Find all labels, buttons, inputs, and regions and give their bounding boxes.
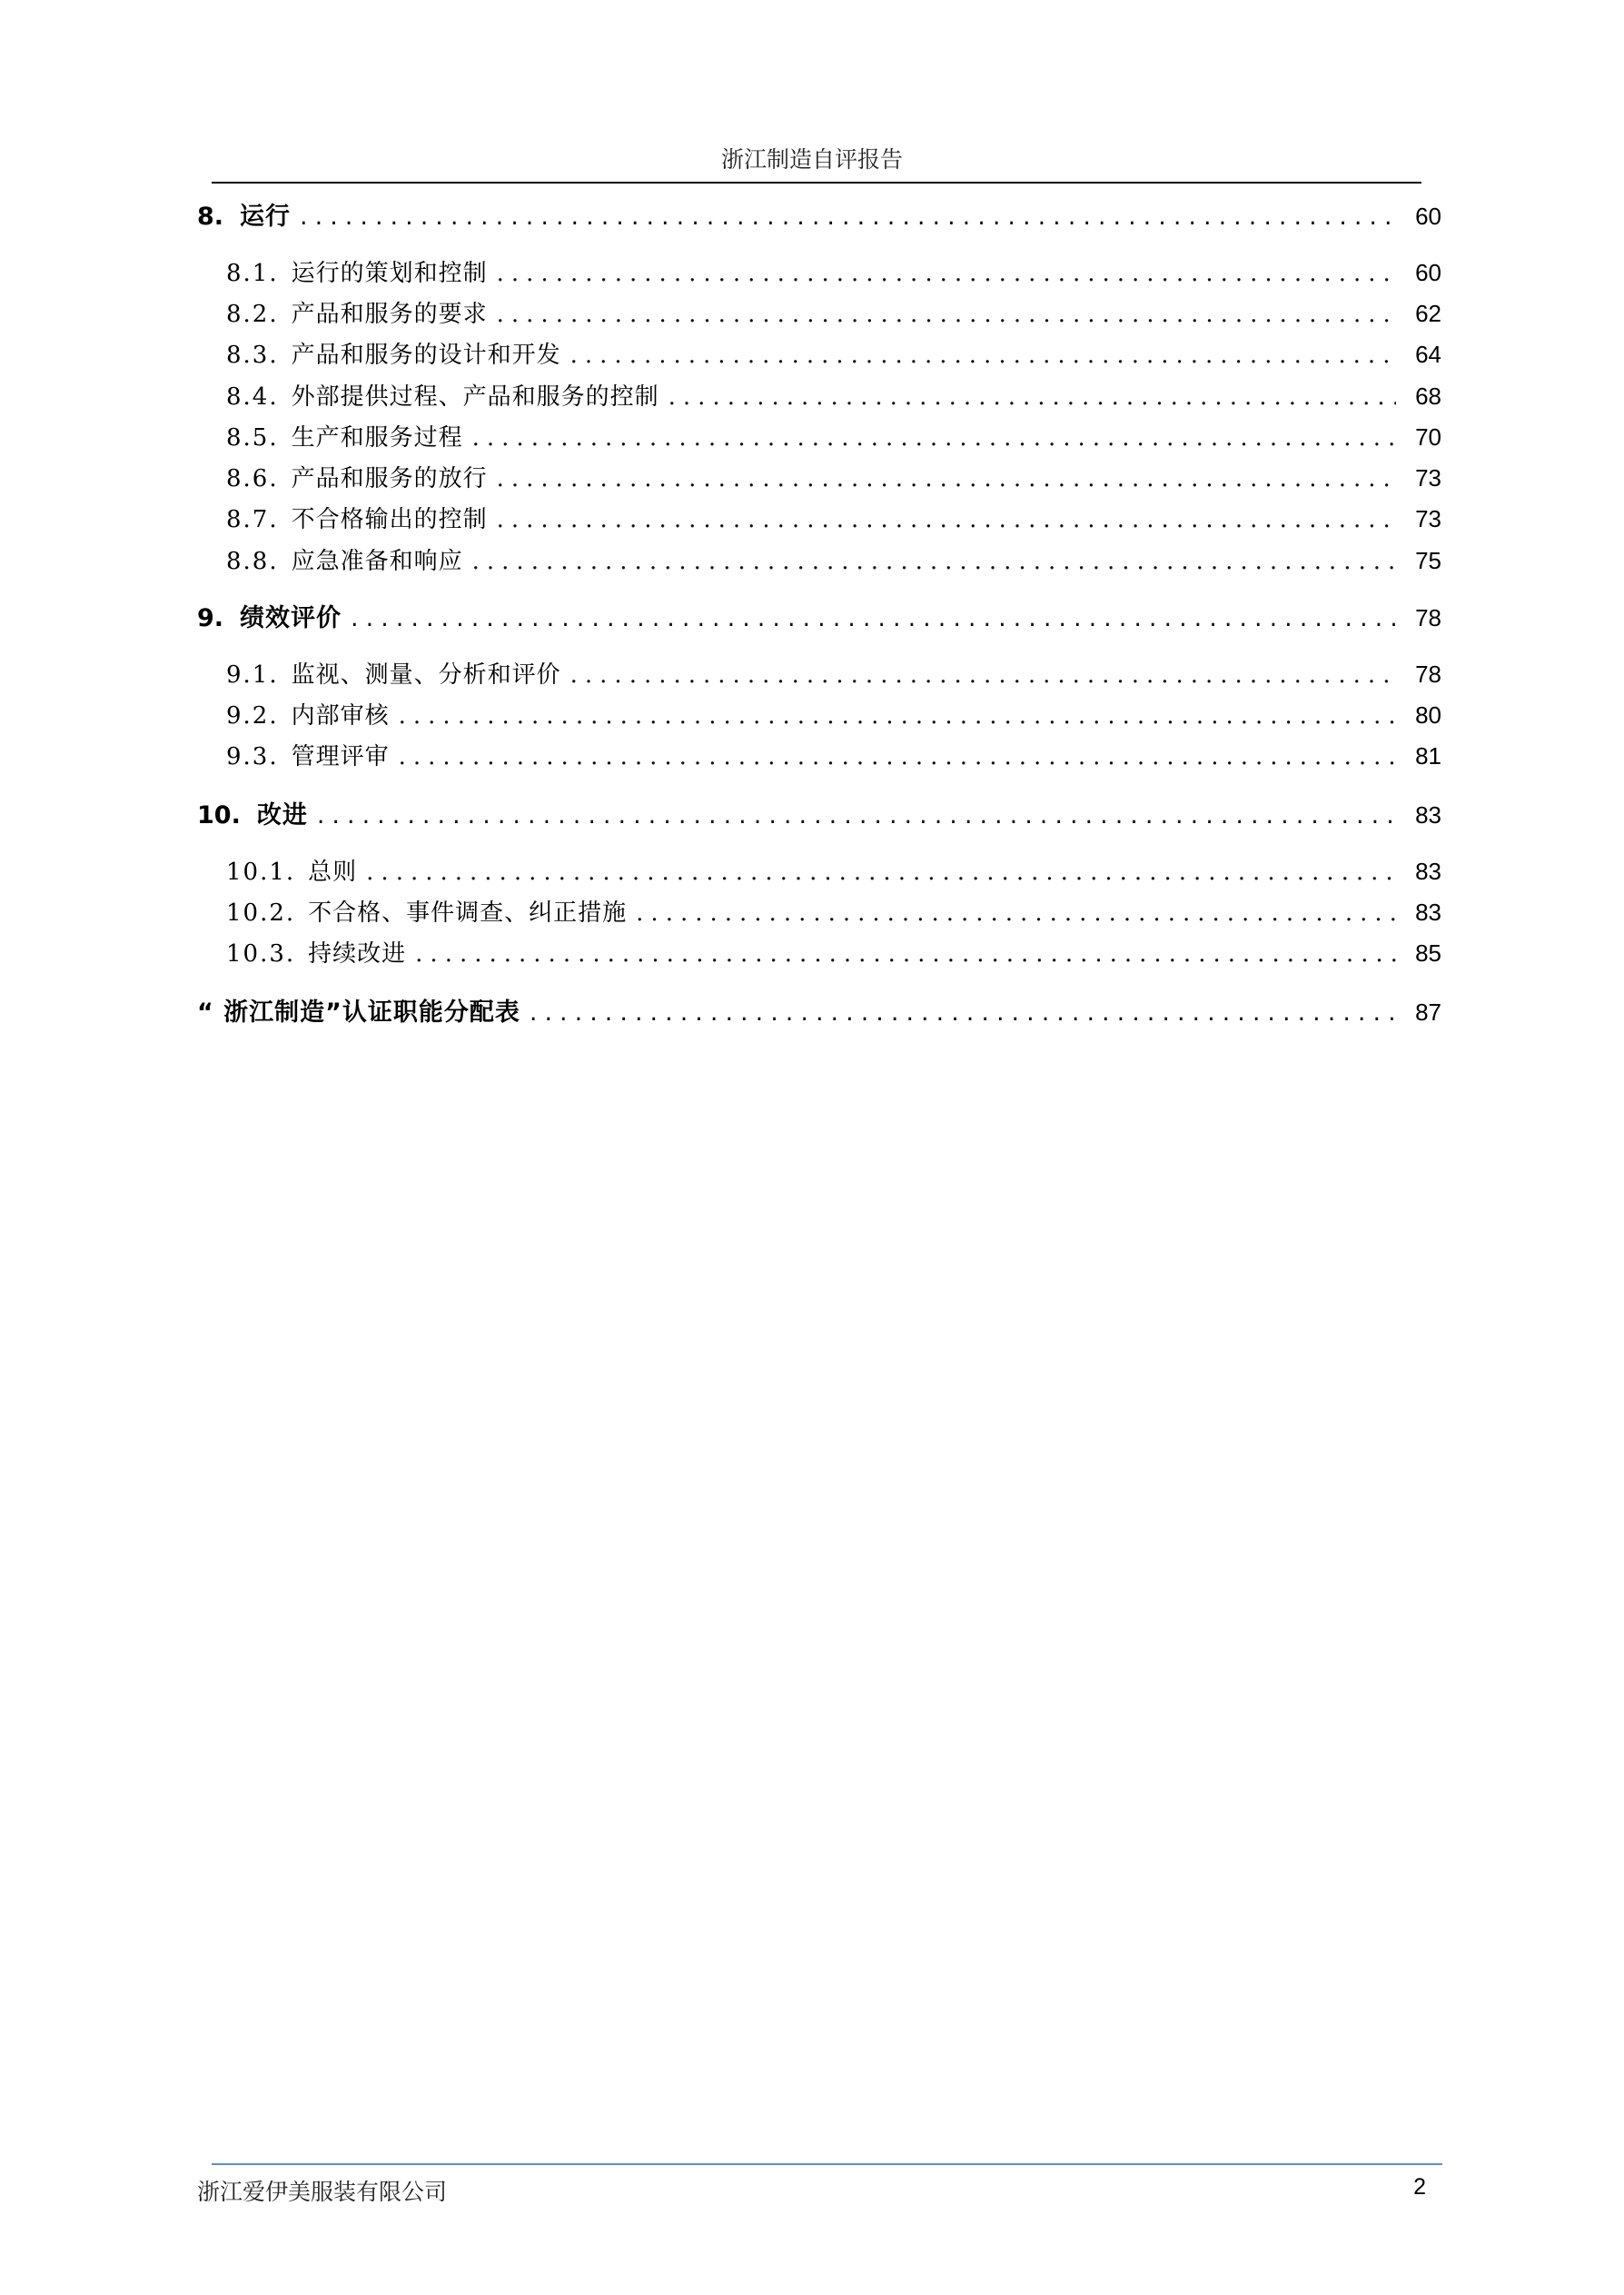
toc-dot-leader <box>497 301 1396 328</box>
toc-dot-leader <box>366 859 1396 886</box>
toc-entry-page: 68 <box>1415 382 1441 410</box>
footer-company-name: 浙江爱伊美服装有限公司 <box>197 2179 448 2205</box>
toc-entry-number: 8. <box>197 203 224 231</box>
header-divider <box>212 182 1421 184</box>
toc-entry[interactable] <box>226 254 1441 288</box>
toc-entry-number: 8.8. <box>226 548 279 575</box>
toc-entry-page: 78 <box>1415 604 1441 631</box>
toc-entry-label: 监视、测量、分析和评价 <box>291 661 561 689</box>
toc-entry-number: 8.4. <box>226 383 279 411</box>
toc-entry-number: 8.7. <box>226 506 279 533</box>
toc-entry-label: 持续改进 <box>308 940 407 968</box>
toc-entry-label: 绩效评价 <box>240 604 342 632</box>
toc-entry[interactable] <box>226 853 1441 887</box>
toc-entry-page: 83 <box>1415 899 1441 926</box>
toc-entry-label: 产品和服务的要求 <box>291 301 488 328</box>
toc-entry-label: 运行 <box>240 203 292 231</box>
toc-entry-page: 85 <box>1415 939 1441 967</box>
toc-entry-label: 总则 <box>308 859 358 886</box>
toc-entry-page: 60 <box>1415 203 1441 230</box>
toc-entry-number: 10.2. <box>226 899 296 927</box>
toc-entry-number: 8.3. <box>226 342 279 369</box>
toc-entry-number: 10.1. <box>226 859 296 886</box>
toc-entry-page: 64 <box>1415 341 1441 368</box>
toc-entry-label: 生产和服务过程 <box>291 424 463 452</box>
toc-entry-page: 83 <box>1415 801 1441 829</box>
page-header-title: 浙江制造自评报告 <box>720 146 903 173</box>
toc-entry-number: 9.3. <box>226 743 279 770</box>
toc-entry-number: 10.3. <box>226 940 296 968</box>
toc-entry-label: 外部提供过程、产品和服务的控制 <box>291 383 659 411</box>
toc-entry-label: 不合格、事件调查、纠正措施 <box>308 899 628 927</box>
toc-entry-label: 产品和服务的设计和开发 <box>291 342 561 369</box>
toc-entry[interactable] <box>226 419 1441 452</box>
toc-entry-page: 73 <box>1415 464 1441 492</box>
toc-dot-leader <box>399 702 1396 730</box>
toc-entry-page: 81 <box>1415 742 1441 770</box>
toc-entry[interactable] <box>226 697 1441 730</box>
toc-dot-leader <box>497 260 1396 287</box>
toc-entry-page: 70 <box>1415 423 1441 451</box>
toc-entry-label: 产品和服务的放行 <box>291 465 488 492</box>
toc-dot-leader <box>497 506 1396 533</box>
toc-dot-leader <box>636 899 1396 927</box>
toc-dot-leader <box>399 743 1396 770</box>
toc-dot-leader <box>530 998 1396 1027</box>
toc-entry[interactable] <box>226 378 1441 412</box>
toc-dot-leader <box>317 801 1396 830</box>
toc-entry-page: 75 <box>1415 547 1441 574</box>
toc-entry[interactable] <box>226 935 1441 969</box>
toc-entry-number: 8.2. <box>226 301 279 328</box>
toc-dot-leader <box>415 940 1396 968</box>
toc-dot-leader <box>668 383 1396 411</box>
toc-entry-label: “ 浙江制造”认证职能分配表 <box>197 998 520 1027</box>
toc-entry-page: 73 <box>1415 505 1441 532</box>
toc-entry[interactable] <box>226 295 1441 329</box>
toc-entry[interactable] <box>226 336 1441 370</box>
toc-entry[interactable] <box>226 542 1441 576</box>
toc-entry-number: 8.6. <box>226 465 279 492</box>
footer-page-number: 2 <box>1413 2174 1426 2200</box>
toc-entry[interactable] <box>226 501 1441 534</box>
toc-entry-page: 80 <box>1415 701 1441 729</box>
toc-dot-leader <box>351 604 1396 632</box>
toc-entry-label: 内部审核 <box>291 702 390 730</box>
toc-entry[interactable] <box>226 460 1441 493</box>
toc-entry-page: 78 <box>1415 661 1441 688</box>
toc-entry[interactable] <box>226 894 1441 928</box>
toc-entry-label: 改进 <box>256 801 308 830</box>
toc-entry-page: 62 <box>1415 300 1441 327</box>
toc-entry[interactable] <box>197 992 1441 1028</box>
toc-dot-leader <box>497 465 1396 492</box>
toc-entry[interactable] <box>226 738 1441 771</box>
toc-dot-leader <box>570 342 1396 369</box>
toc-entry[interactable] <box>226 656 1441 690</box>
toc-entry[interactable] <box>197 196 1441 232</box>
toc-entry-page: 87 <box>1415 998 1441 1026</box>
toc-entry-page: 83 <box>1415 858 1441 885</box>
toc-dot-leader <box>472 424 1396 452</box>
toc-entry-number: 9. <box>197 604 224 632</box>
toc-entry-number: 10. <box>197 801 241 830</box>
toc-entry-label: 运行的策划和控制 <box>291 260 488 287</box>
toc-entry-number: 9.2. <box>226 702 279 730</box>
toc-dot-leader <box>472 548 1396 575</box>
toc-entry-label: 管理评审 <box>291 743 390 770</box>
footer-divider <box>212 2163 1442 2165</box>
toc-entry-number: 9.1. <box>226 661 279 689</box>
toc-entry-label: 应急准备和响应 <box>291 548 463 575</box>
toc-dot-leader <box>300 203 1396 231</box>
toc-entry-number: 8.1. <box>226 260 279 287</box>
toc-entry[interactable] <box>197 598 1441 633</box>
toc-entry[interactable] <box>197 795 1441 830</box>
toc-entry-label: 不合格输出的控制 <box>291 506 488 533</box>
toc-entry-page: 60 <box>1415 259 1441 286</box>
toc-dot-leader <box>570 661 1396 689</box>
toc-entry-number: 8.5. <box>226 424 279 452</box>
